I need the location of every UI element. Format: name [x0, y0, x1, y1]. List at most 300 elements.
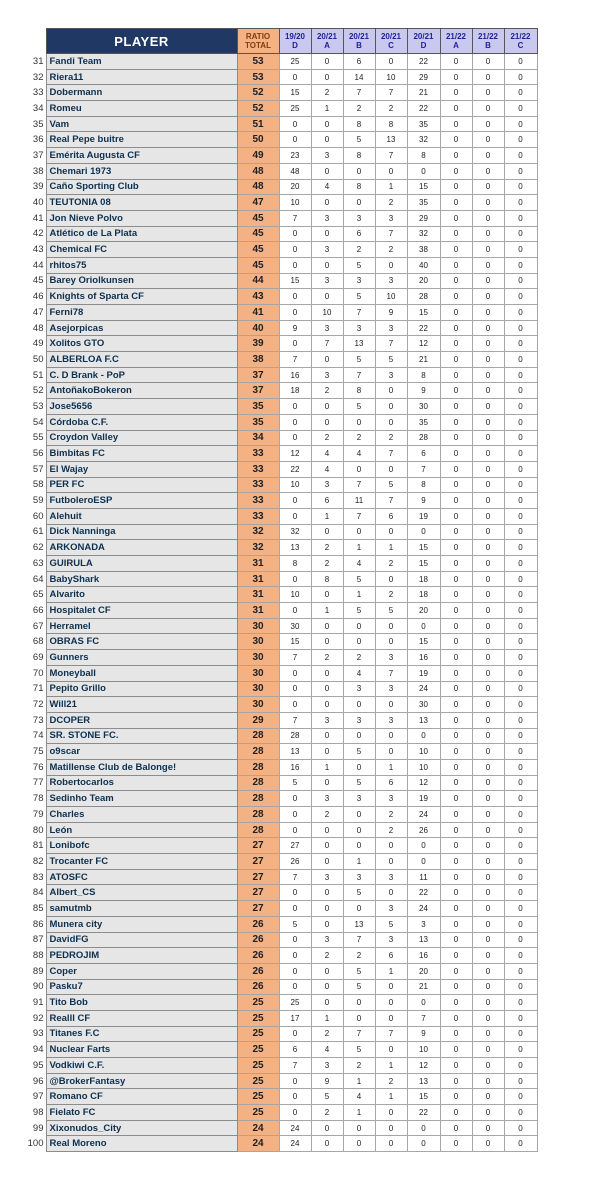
- season-value-cell: 0: [279, 508, 311, 524]
- season-value-cell: 1: [375, 1089, 407, 1105]
- season-value-cell: 6: [279, 1042, 311, 1058]
- season-value-cell: 0: [311, 963, 343, 979]
- season-value-cell: 5: [279, 775, 311, 791]
- season-value-cell: 5: [375, 603, 407, 619]
- season-value-cell: 1: [311, 508, 343, 524]
- ratio-total-cell: 35: [237, 399, 279, 415]
- season-value-cell: 0: [311, 854, 343, 870]
- season-value-cell: 22: [407, 320, 440, 336]
- season-value-cell: 2: [343, 242, 375, 258]
- ratio-total-cell: 25: [237, 1026, 279, 1042]
- season-value-cell: 1: [343, 587, 375, 603]
- ratio-total-cell: 33: [237, 508, 279, 524]
- season-value-cell: 0: [472, 195, 504, 211]
- season-value-cell: 13: [407, 932, 440, 948]
- season-value-cell: 0: [440, 257, 472, 273]
- season-value-cell: 0: [472, 163, 504, 179]
- season-value-cell: 0: [375, 728, 407, 744]
- season-value-cell: 0: [279, 305, 311, 321]
- season-value-cell: 16: [407, 650, 440, 666]
- table-row: [24, 352, 537, 368]
- player-name-cell: Titanes F.C: [46, 1026, 237, 1042]
- player-name-cell: Xixonudos_City: [46, 1120, 237, 1136]
- ratio-total-cell: 51: [237, 116, 279, 132]
- ratio-total-cell: 48: [237, 179, 279, 195]
- season-value-cell: 14: [343, 69, 375, 85]
- season-value-cell: 22: [279, 461, 311, 477]
- season-value-cell: 0: [504, 1058, 537, 1074]
- ratio-total-cell: 25: [237, 1105, 279, 1121]
- season-value-cell: 0: [472, 556, 504, 572]
- season-value-cell: 0: [504, 195, 537, 211]
- season-value-cell: 0: [504, 336, 537, 352]
- season-value-cell: 0: [472, 179, 504, 195]
- rank-cell: 87: [32, 934, 44, 946]
- rank-cell: 62: [32, 542, 44, 554]
- season-value-cell: 0: [472, 1042, 504, 1058]
- season-value-cell: 29: [407, 69, 440, 85]
- season-value-cell: 18: [279, 383, 311, 399]
- season-value-cell: 0: [311, 979, 343, 995]
- table-row: [24, 54, 537, 70]
- season-value-cell: 0: [440, 759, 472, 775]
- season-value-cell: 15: [407, 179, 440, 195]
- season-value-cell: 0: [472, 399, 504, 415]
- season-value-cell: 1: [311, 759, 343, 775]
- season-value-cell: 0: [504, 1010, 537, 1026]
- season-value-cell: 21: [407, 85, 440, 101]
- season-value-cell: 5: [343, 399, 375, 415]
- season-value-cell: 0: [311, 885, 343, 901]
- season-value-cell: 22: [407, 54, 440, 70]
- ratio-total-cell: 45: [237, 226, 279, 242]
- table-row: [24, 744, 537, 760]
- rank-cell: 74: [32, 730, 44, 742]
- season-value-cell: 0: [504, 1073, 537, 1089]
- season-value-cell: 19: [407, 508, 440, 524]
- season-value-cell: 1: [343, 854, 375, 870]
- season-value-cell: 0: [279, 257, 311, 273]
- ratio-total-cell: 33: [237, 477, 279, 493]
- season-value-cell: 0: [440, 650, 472, 666]
- ratio-total-cell: 37: [237, 383, 279, 399]
- player-name-cell: Dobermann: [46, 85, 237, 101]
- season-value-cell: 0: [440, 414, 472, 430]
- table-row: [24, 948, 537, 964]
- season-value-cell: 7: [311, 336, 343, 352]
- season-value-cell: 4: [343, 446, 375, 462]
- season-value-cell: 3: [407, 916, 440, 932]
- season-value-cell: 3: [375, 367, 407, 383]
- player-name-cell: Charles: [46, 807, 237, 823]
- season-value-cell: 0: [504, 948, 537, 964]
- season-value-cell: 0: [440, 54, 472, 70]
- table-row: [24, 367, 537, 383]
- season-value-cell: 0: [440, 540, 472, 556]
- season-value-cell: 0: [440, 901, 472, 917]
- rank-cell: 60: [32, 510, 44, 522]
- ratio-total-cell: 48: [237, 163, 279, 179]
- season-value-cell: 3: [311, 367, 343, 383]
- season-value-cell: 0: [440, 1105, 472, 1121]
- season-value-cell: 0: [504, 367, 537, 383]
- player-name-cell: Robertocarlos: [46, 775, 237, 791]
- table-row: [24, 320, 537, 336]
- season-value-cell: 24: [279, 1136, 311, 1152]
- season-value-cell: 0: [375, 414, 407, 430]
- season-value-cell: 0: [504, 305, 537, 321]
- season-value-cell: 0: [440, 571, 472, 587]
- rank-cell: 95: [32, 1059, 44, 1071]
- table-row: [24, 650, 537, 666]
- season-value-cell: 9: [375, 305, 407, 321]
- player-name-cell: DavidFG: [46, 932, 237, 948]
- season-value-cell: 4: [343, 665, 375, 681]
- season-value-cell: 0: [375, 854, 407, 870]
- season-value-cell: 3: [343, 273, 375, 289]
- season-value-cell: 5: [375, 477, 407, 493]
- table-row: [24, 728, 537, 744]
- season-value-cell: 0: [279, 885, 311, 901]
- season-value-cell: 0: [440, 665, 472, 681]
- season-value-cell: 0: [472, 681, 504, 697]
- season-value-cell: 0: [279, 399, 311, 415]
- season-value-cell: 0: [440, 336, 472, 352]
- season-value-cell: 0: [343, 1010, 375, 1026]
- season-value-cell: 0: [504, 556, 537, 572]
- rank-cell: 50: [32, 353, 44, 365]
- season-value-cell: 7: [375, 493, 407, 509]
- season-value-cell: 5: [279, 916, 311, 932]
- table-row: [24, 838, 537, 854]
- season-value-cell: 0: [440, 775, 472, 791]
- season-value-cell: 0: [472, 603, 504, 619]
- season-value-cell: 16: [279, 759, 311, 775]
- season-value-cell: 18: [407, 587, 440, 603]
- season-value-cell: 5: [343, 571, 375, 587]
- season-value-cell: 0: [279, 1105, 311, 1121]
- season-value-cell: 0: [343, 163, 375, 179]
- rank-cell: 56: [32, 448, 44, 460]
- ratio-total-cell: 53: [237, 69, 279, 85]
- player-name-cell: Jon Nieve Polvo: [46, 210, 237, 226]
- season-value-cell: 0: [375, 1105, 407, 1121]
- season-value-cell: 0: [472, 744, 504, 760]
- player-header: PLAYER: [46, 29, 237, 54]
- season-value-cell: 2: [311, 85, 343, 101]
- season-value-cell: 0: [472, 869, 504, 885]
- season-value-cell: 16: [407, 948, 440, 964]
- rank-cell: 90: [32, 981, 44, 993]
- season-value-cell: 21: [407, 352, 440, 368]
- season-value-cell: 0: [311, 1120, 343, 1136]
- season-value-cell: 0: [375, 54, 407, 70]
- season-value-cell: 0: [440, 226, 472, 242]
- table-row: [24, 69, 537, 85]
- player-name-cell: Caño Sporting Club: [46, 179, 237, 195]
- season-value-cell: 0: [311, 257, 343, 273]
- season-value-cell: 0: [504, 508, 537, 524]
- season-value-cell: 0: [504, 85, 537, 101]
- season-value-cell: 2: [375, 195, 407, 211]
- season-value-cell: 0: [440, 1136, 472, 1152]
- player-name-cell: @BrokerFantasy: [46, 1073, 237, 1089]
- season-value-cell: 10: [279, 195, 311, 211]
- season-value-cell: 3: [311, 273, 343, 289]
- season-value-cell: 9: [311, 1073, 343, 1089]
- ratio-total-cell: 28: [237, 822, 279, 838]
- season-value-cell: 0: [311, 587, 343, 603]
- ratio-total-cell: 25: [237, 1010, 279, 1026]
- season-value-cell: 25: [279, 54, 311, 70]
- rank-cell: 61: [32, 526, 44, 538]
- player-name-cell: Romeu: [46, 101, 237, 117]
- season-value-cell: 0: [279, 132, 311, 148]
- ratio-total-cell: 35: [237, 414, 279, 430]
- season-value-cell: 12: [407, 1058, 440, 1074]
- ratio-total-cell: 39: [237, 336, 279, 352]
- season-value-cell: 0: [440, 210, 472, 226]
- season-value-cell: 5: [343, 744, 375, 760]
- rank-header: [24, 29, 46, 54]
- season-value-cell: 0: [504, 242, 537, 258]
- season-value-cell: 5: [375, 352, 407, 368]
- season-value-cell: 0: [504, 665, 537, 681]
- season-value-cell: 0: [440, 148, 472, 164]
- season-value-cell: 0: [504, 430, 537, 446]
- ratio-total-cell: 37: [237, 367, 279, 383]
- season-value-cell: 0: [440, 69, 472, 85]
- ratio-total-cell: 52: [237, 85, 279, 101]
- season-value-cell: 32: [407, 226, 440, 242]
- season-value-cell: 1: [343, 1073, 375, 1089]
- table-row: [24, 305, 537, 321]
- rank-cell: 98: [32, 1106, 44, 1118]
- ratio-total-cell: 26: [237, 948, 279, 964]
- season-value-cell: 3: [343, 210, 375, 226]
- player-name-cell: Riera11: [46, 69, 237, 85]
- season-value-cell: 0: [440, 822, 472, 838]
- season-value-cell: 0: [472, 101, 504, 117]
- season-value-cell: 7: [343, 305, 375, 321]
- season-value-cell: 0: [311, 163, 343, 179]
- season-value-cell: 0: [440, 697, 472, 713]
- season-value-cell: 0: [279, 430, 311, 446]
- season-value-cell: 0: [504, 1120, 537, 1136]
- season-value-cell: 0: [279, 242, 311, 258]
- rank-cell: 41: [32, 212, 44, 224]
- season-value-cell: 1: [375, 963, 407, 979]
- season-value-cell: 5: [343, 603, 375, 619]
- rank-cell: 45: [32, 275, 44, 287]
- season-value-cell: 0: [311, 681, 343, 697]
- season-value-cell: 10: [407, 1042, 440, 1058]
- rank-cell: 40: [32, 197, 44, 209]
- ratio-total-cell: 31: [237, 556, 279, 572]
- ratio-total-cell: 30: [237, 697, 279, 713]
- ratio-total-cell: 45: [237, 242, 279, 258]
- season-value-cell: 0: [311, 916, 343, 932]
- season-value-cell: 7: [375, 336, 407, 352]
- ratio-total-cell: 27: [237, 901, 279, 917]
- season-value-cell: 0: [472, 226, 504, 242]
- ratio-total-cell: 53: [237, 54, 279, 70]
- season-value-cell: 0: [279, 116, 311, 132]
- season-value-cell: 0: [472, 932, 504, 948]
- season-value-cell: 1: [375, 1058, 407, 1074]
- rank-cell: 47: [32, 306, 44, 318]
- season-value-cell: 12: [279, 446, 311, 462]
- season-value-cell: 0: [311, 414, 343, 430]
- player-name-cell: Real Moreno: [46, 1136, 237, 1152]
- table-row: [24, 1010, 537, 1026]
- rank-cell: 75: [32, 746, 44, 758]
- season-value-cell: 15: [407, 556, 440, 572]
- season-value-cell: 48: [279, 163, 311, 179]
- player-name-cell: Emérita Augusta CF: [46, 148, 237, 164]
- player-name-cell: Barey Oriolkunsen: [46, 273, 237, 289]
- season-value-cell: 0: [504, 995, 537, 1011]
- season-value-cell: 0: [279, 414, 311, 430]
- season-value-cell: 0: [440, 979, 472, 995]
- season-value-cell: 19: [407, 665, 440, 681]
- ratio-total-cell: 31: [237, 603, 279, 619]
- rank-cell: 94: [32, 1044, 44, 1056]
- rank-cell: 32: [32, 71, 44, 83]
- season-value-cell: 0: [472, 289, 504, 305]
- season-value-cell: 3: [375, 869, 407, 885]
- season-value-cell: 0: [407, 618, 440, 634]
- season-value-cell: 0: [375, 524, 407, 540]
- season-value-cell: 0: [472, 540, 504, 556]
- season-value-cell: 5: [343, 132, 375, 148]
- season-header: 21/22 B: [472, 29, 504, 54]
- season-value-cell: 10: [279, 477, 311, 493]
- player-name-cell: Alvarito: [46, 587, 237, 603]
- table-row: [24, 634, 537, 650]
- season-value-cell: 0: [472, 712, 504, 728]
- season-value-cell: 2: [311, 383, 343, 399]
- season-value-cell: 0: [407, 163, 440, 179]
- ratio-total-cell: 41: [237, 305, 279, 321]
- player-name-cell: Realll CF: [46, 1010, 237, 1026]
- rank-cell: 83: [32, 871, 44, 883]
- season-value-cell: 0: [440, 556, 472, 572]
- player-name-cell: ATOSFC: [46, 869, 237, 885]
- season-value-cell: 3: [375, 712, 407, 728]
- rank-cell: 78: [32, 793, 44, 805]
- table-row: [24, 665, 537, 681]
- season-value-cell: 1: [343, 540, 375, 556]
- table-row: [24, 132, 537, 148]
- season-value-cell: 2: [343, 101, 375, 117]
- season-value-cell: 0: [472, 854, 504, 870]
- season-value-cell: 1: [311, 603, 343, 619]
- season-value-cell: 0: [472, 1089, 504, 1105]
- season-value-cell: 0: [440, 116, 472, 132]
- season-value-cell: 2: [375, 556, 407, 572]
- season-value-cell: 0: [440, 948, 472, 964]
- season-value-cell: 0: [279, 603, 311, 619]
- season-value-cell: 0: [440, 712, 472, 728]
- season-value-cell: 0: [279, 791, 311, 807]
- season-value-cell: 20: [407, 273, 440, 289]
- season-value-cell: 0: [311, 352, 343, 368]
- season-value-cell: 3: [375, 901, 407, 917]
- season-value-cell: 0: [440, 461, 472, 477]
- season-value-cell: 0: [504, 901, 537, 917]
- season-value-cell: 0: [504, 210, 537, 226]
- season-value-cell: 15: [407, 305, 440, 321]
- season-value-cell: 13: [279, 744, 311, 760]
- season-value-cell: 0: [375, 571, 407, 587]
- season-value-cell: 0: [440, 383, 472, 399]
- season-value-cell: 0: [504, 759, 537, 775]
- rank-cell: 100: [27, 1138, 44, 1150]
- season-value-cell: 30: [407, 399, 440, 415]
- ratio-total-cell: 33: [237, 493, 279, 509]
- season-value-cell: 0: [472, 979, 504, 995]
- season-value-cell: 24: [407, 807, 440, 823]
- season-value-cell: 0: [279, 226, 311, 242]
- season-value-cell: 0: [311, 634, 343, 650]
- season-value-cell: 0: [504, 571, 537, 587]
- season-value-cell: 9: [407, 493, 440, 509]
- season-value-cell: 0: [472, 1058, 504, 1074]
- season-value-cell: 0: [375, 1120, 407, 1136]
- season-value-cell: 0: [472, 242, 504, 258]
- season-value-cell: 0: [472, 1120, 504, 1136]
- season-value-cell: 0: [504, 101, 537, 117]
- season-value-cell: 0: [472, 414, 504, 430]
- season-value-cell: 7: [375, 226, 407, 242]
- table-row: [24, 1136, 537, 1152]
- season-value-cell: 0: [504, 712, 537, 728]
- season-value-cell: 0: [504, 650, 537, 666]
- season-value-cell: 15: [407, 1089, 440, 1105]
- season-value-cell: 0: [472, 587, 504, 603]
- ratio-total-cell: 33: [237, 461, 279, 477]
- season-value-cell: 10: [279, 587, 311, 603]
- season-value-cell: 0: [440, 1026, 472, 1042]
- rank-cell: 52: [32, 385, 44, 397]
- table-row: [24, 995, 537, 1011]
- season-value-cell: 0: [504, 963, 537, 979]
- season-value-cell: 0: [343, 759, 375, 775]
- ratio-total-cell: 25: [237, 995, 279, 1011]
- ratio-total-cell: 27: [237, 869, 279, 885]
- season-value-cell: 0: [311, 69, 343, 85]
- season-value-cell: 0: [472, 367, 504, 383]
- season-value-cell: 8: [343, 383, 375, 399]
- table-body: [24, 54, 537, 1152]
- season-value-cell: 0: [440, 1010, 472, 1026]
- season-value-cell: 0: [375, 257, 407, 273]
- season-value-cell: 30: [279, 618, 311, 634]
- table-row: [24, 603, 537, 619]
- season-value-cell: 7: [407, 461, 440, 477]
- table-row: [24, 336, 537, 352]
- season-value-cell: 0: [440, 85, 472, 101]
- ratio-total-cell: 50: [237, 132, 279, 148]
- season-value-cell: 0: [504, 320, 537, 336]
- rank-cell: 54: [32, 416, 44, 428]
- season-value-cell: 0: [407, 838, 440, 854]
- ratio-total-cell: 28: [237, 744, 279, 760]
- rank-cell: 31: [32, 55, 44, 67]
- table-row: [24, 807, 537, 823]
- ratio-total-cell: 45: [237, 210, 279, 226]
